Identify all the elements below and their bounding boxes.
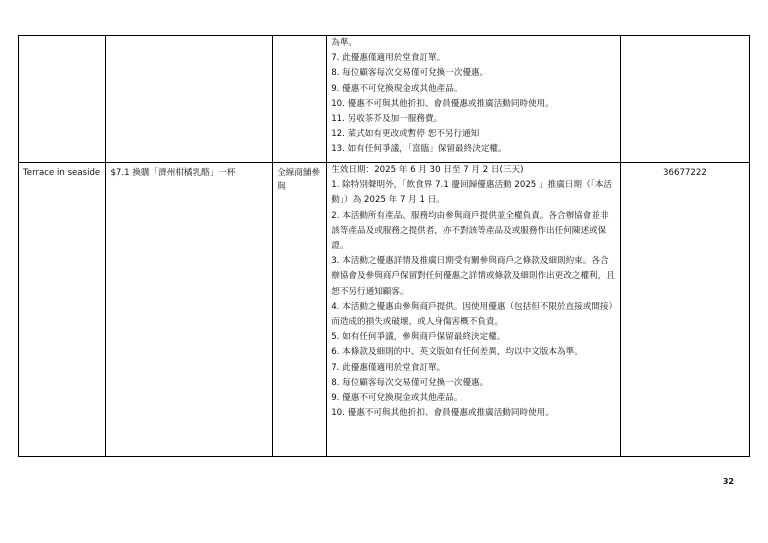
terms-line: 8. 每位顧客每次交易僅可兌換一次優惠。 xyxy=(331,68,489,79)
offers-table xyxy=(18,35,750,457)
terms-line: 4. 本活動之優惠由參與商戶提供。因使用優惠（包括但不限於直接或間接）而造成的損失或破壞，或人身傷害概不負責。 xyxy=(331,301,613,328)
phone-cell: 36677222 xyxy=(620,163,749,457)
phone-cell xyxy=(620,36,749,163)
offers-table-container xyxy=(18,35,750,457)
terms-line: 8. 每位顧客每次交易僅可兌換一次優惠。 xyxy=(331,377,489,388)
branch-cell: 全線商舖參與 xyxy=(273,163,327,457)
table-row xyxy=(19,36,750,163)
terms-list xyxy=(327,36,620,158)
terms-line: 1. 除特別聲明外，「飲食界 7.1 慶回歸優惠活動 2025 」推廣日期（「本活動」）為 2025 年 7 月 1 日。 xyxy=(331,180,613,206)
shop-name-cell xyxy=(19,36,106,163)
branch-cell xyxy=(273,36,327,163)
terms-cell xyxy=(327,36,621,163)
table-row xyxy=(19,163,750,457)
terms-line: 12. 菜式如有更改或暫停 恕不另行通知 xyxy=(331,129,480,140)
terms-line: 為準。 xyxy=(331,38,358,48)
offer-cell xyxy=(106,36,273,163)
terms-line: 3. 本活動之優惠詳情及推廣日期受有關參與商戶之條款及細則約束。各合辦協會及參與商戶保留對任何優惠之詳情或條款及細則作出更改之權利，且恕不另行通知顧客。 xyxy=(331,256,615,297)
terms-line: 9. 優惠不可兌換現金或其他產品。 xyxy=(331,393,463,404)
terms-list xyxy=(327,163,620,421)
terms-line: 2. 本活動所有產品、服務均由參與商戶提供並全權負責。各合辦協會並非該等產品及或服務之提供者，亦不對該等產品及或服務作出任何陳述或保證。 xyxy=(331,210,609,252)
terms-line: 9. 優惠不可兌換現金或其他產品。 xyxy=(331,83,463,94)
terms-line: 7. 此優惠僅適用於堂食訂單。 xyxy=(331,53,446,64)
terms-cell xyxy=(327,163,621,457)
terms-line: 10. 優惠不可與其他折扣、會員優惠或推廣活動同時使用。 xyxy=(331,98,554,109)
terms-line: 13. 如有任何爭議，「富臨」保留最終決定權。 xyxy=(331,144,507,155)
terms-line: 10. 優惠不可與其他折扣、會員優惠或推廣活動同時使用。 xyxy=(331,408,554,419)
terms-line: 6. 本條款及細則的中、英文版如有任何差異，均以中文版本為準。 xyxy=(331,347,583,358)
terms-line: 11. 另收茶芥及加一服務費。 xyxy=(331,114,443,125)
terms-line: 5. 如有任何爭議，參與商戶保留最終決定權。 xyxy=(331,332,506,343)
terms-line: 7. 此優惠僅適用於堂食訂單。 xyxy=(331,362,446,373)
terms-line: 生效日期：2025 年 6 月 30 日至 7 月 2 日(三天) xyxy=(331,165,524,175)
shop-name-cell: Terrace in seaside xyxy=(19,163,106,457)
offer-cell: $7.1 換購「濟州柑橘乳酪」一杯 xyxy=(106,163,273,457)
page-number: 32 xyxy=(722,477,734,486)
